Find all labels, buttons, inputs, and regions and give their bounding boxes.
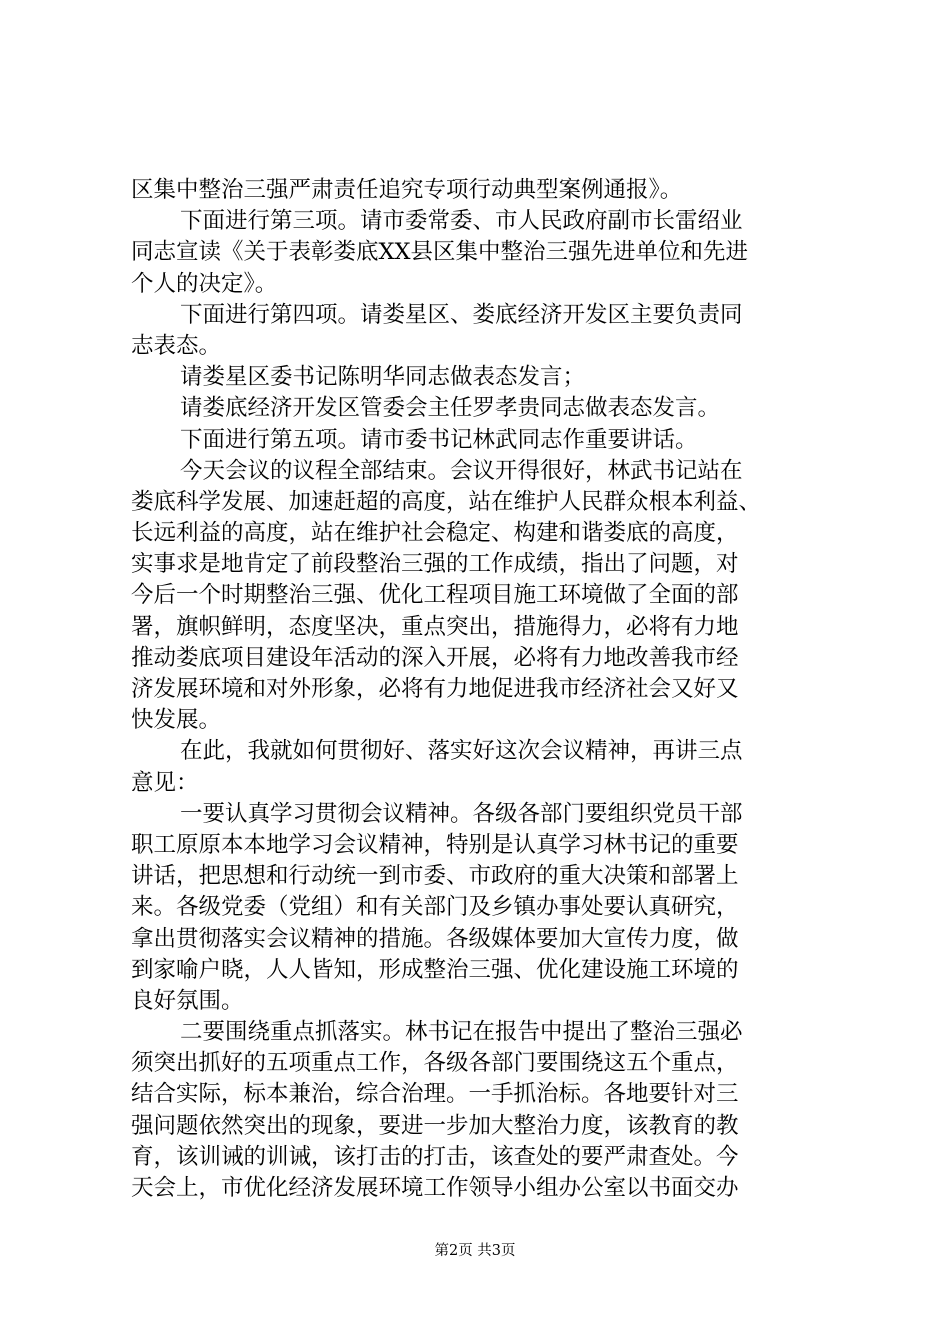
text-line: 署，旗帜鲜明，态度坚决，重点突出，措施得力，必将有力地 — [131, 613, 739, 640]
text-line: 同志宣读《关于表彰娄底XX县区集中整治三强先进单位和先进 — [131, 239, 749, 266]
text-line: 下面进行第五项。请市委书记林武同志作重要讲话。 — [180, 426, 698, 453]
text-line: 来。各级党委（党组）和有关部门及乡镇办事处要认真研究， — [131, 894, 739, 921]
text-line: 快发展。 — [131, 707, 222, 734]
page-number-footer: 第2页 共3页 — [434, 1243, 516, 1259]
document-body — [131, 175, 821, 1204]
text-line: 请娄底经济开发区管委会主任罗孝贵同志做表态发言。 — [180, 395, 721, 422]
text-line: 天会上，市优化经济发展环境工作领导小组办公室以书面交办 — [131, 1175, 739, 1201]
text-line: 职工原原本本地学习会议精神，特别是认真学习林书记的重要 — [131, 831, 739, 858]
text-line: 二要围绕重点抓落实。林书记在报告中提出了整治三强必 — [180, 1019, 743, 1046]
text-line: 在此，我就如何贯彻好、落实好这次会议精神，再讲三点 — [180, 738, 743, 765]
text-line: 良好氛围。 — [131, 987, 244, 1014]
text-line: 意见： — [131, 769, 199, 796]
text-line: 今后一个时期整治三强、优化工程项目施工环境做了全面的部 — [131, 582, 739, 609]
text-line: 强问题依然突出的现象，要进一步加大整治力度，该教育的教 — [131, 1112, 739, 1139]
text-line: 拿出贯彻落实会议精神的措施。各级媒体要加大宣传力度，做 — [131, 925, 739, 952]
text-line: 个人的决定》。 — [131, 270, 278, 297]
text-line: 娄底科学发展、加速赶超的高度，站在维护人民群众根本利益、 — [131, 488, 762, 515]
text-line: 志表态。 — [131, 332, 222, 359]
text-line: 请娄星区委书记陈明华同志做表态发言； — [180, 364, 586, 391]
text-line: 下面进行第四项。请娄星区、娄底经济开发区主要负责同 — [180, 301, 743, 328]
text-line: 结合实际，标本兼治，综合治理。一手抓治标。各地要针对三 — [131, 1081, 739, 1108]
text-line: 长远利益的高度，站在维护社会稳定、构建和谐娄底的高度， — [131, 520, 739, 547]
text-line: 推动娄底项目建设年活动的深入开展，必将有力地改善我市经 — [131, 644, 739, 671]
text-line: 一要认真学习贯彻会议精神。各级各部门要组织党员干部 — [180, 800, 743, 827]
text-line: 济发展环境和对外形象，必将有力地促进我市经济社会又好又 — [131, 676, 739, 702]
text-line: 讲话，把思想和行动统一到市委、市政府的重大决策和部署上 — [131, 863, 739, 890]
text-line: 到家喻户晓，人人皆知，形成整治三强、优化建设施工环境的 — [131, 956, 739, 983]
text-line: 今天会议的议程全部结束。会议开得很好，林武书记站在 — [180, 457, 743, 484]
text-line: 实事求是地肯定了前段整治三强的工作成绩，指出了问题，对 — [131, 551, 739, 578]
text-line: 须突出抓好的五项重点工作，各级各部门要围绕这五个重点， — [131, 1050, 739, 1077]
text-line: 育，该训诫的训诫，该打击的打击，该查处的要严肃查处。今 — [131, 1143, 739, 1170]
text-line: 下面进行第三项。请市委常委、市人民政府副市长雷绍业 — [180, 208, 743, 235]
text-line: 区集中整治三强严肃责任追究专项行动典型案例通报》。 — [131, 177, 683, 203]
